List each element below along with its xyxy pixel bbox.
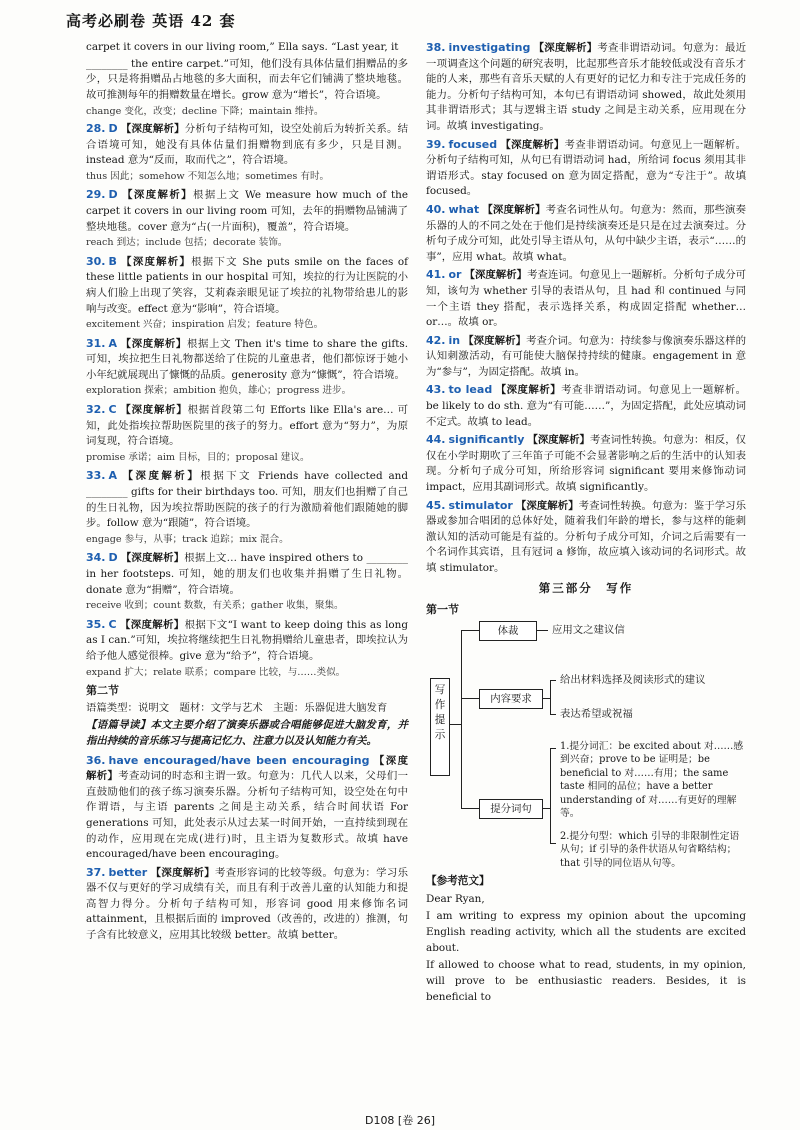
intro-line-2: ________ the entire carpet.”可知，他们没有具体估量们捐赠品的多少，只是将捐赠品占地毯的多大面积，而去年它们铺满了整块地毯。故可推测每年的捐赠数量在增长。grow 意为“增长”，符合语境。: [86, 57, 408, 101]
diagram-root: [430, 678, 450, 776]
item-answer: D: [108, 188, 118, 202]
item-number: 40.: [426, 202, 446, 216]
item-answer: focused: [448, 137, 498, 151]
item-number: 37.: [86, 865, 106, 879]
passage-meta: 语篇类型：说明文 题材：文学与艺术 主题：乐器促进大脑发育: [86, 701, 388, 714]
analysis-tag: 【深度解析】: [464, 269, 528, 282]
page-header: 高考必刷卷 英语 42 套: [66, 12, 236, 30]
analysis-text: 考查形容词的比较等级。句意为：学习乐器不仅与更好的学习成绩有关，而且有利于改善儿童的认知能力和提高智力得分。分析句子结构可知，形容词 good 用来修饰名词 attainment，且根据后面的 improved（改善的，改进的）推测，句子含有比较意义，应用其比较级 better。故填 better。: [86, 866, 409, 942]
analysis-tag: 【深度解析】: [533, 42, 598, 54]
item-answer: significantly: [448, 433, 525, 447]
item-number: 35.: [86, 617, 106, 631]
item-answer: stimulator: [448, 498, 513, 512]
analysis-tag: 【深度解析】: [120, 337, 187, 350]
vocab-note: expand 扩大；relate 联系；compare 比较，与……类似。: [86, 666, 346, 678]
answer-list-1: [86, 121, 408, 680]
genre-box: [479, 621, 537, 641]
writing-tips-diagram: [426, 620, 746, 870]
part-title: 第三部分 写作: [538, 580, 634, 595]
analysis-text: 根据下文“I want to keep doing this as long as I can.”可知，埃拉将继续把生日礼物捐赠给儿童患者，即埃拉认为给予他人感觉很棒。give 意为“给予”，符合语境。: [86, 618, 409, 662]
content-text-1: 给出材料选择及阅读形式的建议: [560, 673, 706, 686]
analysis-text: 根据下文 Friends have collected and ________ gifts for their birthdays too. 可知，朋友们也捐赠了自己的生日礼物，因为埃拉帮助医院的孩子的行为激励着他们跟随她的脚步。follow 意为“跟随”，符合语境。: [86, 470, 408, 530]
item-number: 41.: [426, 268, 446, 282]
answer-item: [86, 402, 408, 465]
analysis-text: 根据上文 We measure how much of the carpet it covers in our living room 可知，去年的捐赠物品铺满了整块地毯。cover 意为“占(一片面积)，覆盖”，符合语境。: [86, 189, 409, 233]
analysis-tag: 【深度解析】: [120, 122, 185, 135]
analysis-tag: 【深度解析】: [463, 334, 527, 347]
answer-item: [86, 254, 408, 333]
vocab-note: thus 因此；somehow 不知怎么地；sometimes 有时。: [86, 170, 330, 182]
item-answer: D: [108, 121, 118, 135]
answer-item: [86, 617, 408, 680]
analysis-text: 考查非谓语动词。句意为：最近一项调查这个问题的研究表明，比起那些音乐才能较低或没有音乐才能的人来，那些有音乐天赋的人有更好的记忆力和专注于完成任务的能力。分析句子结构可知，本句已有谓语动词 showed，故此处须用其非谓语形式；其与逻辑主语 study 之间是主动关系，应用现在分词。故填 investigating。: [426, 42, 747, 132]
item-answer: D: [108, 551, 118, 565]
answer-item: [86, 121, 408, 184]
vocab-note: engage 参与，从事；track 追踪；mix 混合。: [86, 533, 289, 545]
item-answer: in: [448, 333, 461, 347]
item-answer: A: [108, 469, 118, 483]
vocab-note: reach 到达；include 包括；decorate 装饰。: [86, 237, 288, 249]
analysis-tag: 【深度解析】: [119, 404, 188, 417]
vocab-note: excitement 兴奋；inspiration 启发；feature 特色。: [86, 319, 324, 331]
answer-item: [426, 498, 746, 577]
phrases-label: 提分词句: [490, 802, 532, 815]
content-box: [479, 689, 543, 709]
phrases-text-1: 1.提分词汇：be excited about 对……感到兴奋；prove to be 证明是；be beneficial to 对……有用；the same taste 相同的品位；have a better understanding of 对……有更好的理解等。: [560, 740, 744, 820]
item-number: 38.: [426, 41, 446, 54]
item-number: 32.: [86, 403, 106, 417]
intro-line-1: carpet it covers in our living room,” Ella says. “Last year, it: [86, 41, 399, 53]
analysis-text: 根据首段第二句 Efforts like Ella's are… 可知，此处指埃拉帮助医院里的孩子的努力。effort 意为“努力”，为原词复现，符合语境。: [86, 404, 409, 448]
analysis-text: 考查非谓语动词。句意见上一题解析。分析句子结构可知，从句已有谓语动词 had，所给词 focus 须用其非谓语形式。stay focused on 意为固定搭配，意为“专注于”。故填 focused。: [426, 138, 747, 198]
passage-guide: 【语篇导读】本文主要介绍了演奏乐器或合唱能够促进大脑发育，并指出持续的音乐练习与提高记忆力、注意力以及认知能力有关。: [86, 719, 408, 747]
item-answer: B: [108, 254, 117, 268]
analysis-tag: 【深度解析】: [500, 138, 565, 151]
analysis-tag: 【深度解析】: [86, 754, 409, 783]
analysis-tag: 【深度解析】: [120, 552, 185, 565]
item-answer: to lead: [448, 383, 493, 397]
item-number: 31.: [86, 336, 106, 350]
item-number: 33.: [86, 469, 106, 483]
item-number: 36.: [86, 753, 106, 767]
answer-item: [426, 40, 746, 135]
analysis-text: 考查介词。句意为：持续参与像演奏乐器这样的认知刺激活动，有可能使大脑保持持续的健康。engagement in 意为“参与”，为固定搭配。故填 in。: [426, 334, 746, 378]
item-number: 30.: [86, 254, 106, 268]
section-title: 第一节: [426, 603, 459, 617]
analysis-tag: 【深度解析】: [120, 189, 193, 202]
analysis-tag: 【深度解析】: [515, 499, 579, 512]
content-text-2: 表达希望或祝福: [560, 707, 633, 720]
analysis-text: 考查词性转换。句意为：鉴于学习乐器或参加合唱团的总体好处，随着我们年龄的增长，参与这样的能刺激认知的活动可能是有益的。分析句子成分可知，介词之后需要有一个名词作其宾语，且有冠词 a 修饰，故应填入该动词的名词形式。故填 stimulator。: [426, 499, 747, 574]
analysis-text: 考查名词性从句。句意为：然而，那些演奏乐器的人的不同之处在于他们是持续演奏还是只是在过去演奏过。分析句子成分可知，此处引导主语从句，从句中缺少主语，表示“……的事”，应用 what。故填 what。: [426, 203, 747, 263]
analysis-tag: 【深度解析】: [119, 618, 185, 631]
vocab-note: receive 收到；count 数数，有关系；gather 收集，聚集。: [86, 600, 344, 612]
item-number: 39.: [426, 137, 446, 151]
item-answer: C: [108, 403, 117, 417]
analysis-tag: 【深度解析】: [150, 866, 216, 879]
vocab-note: exploration 探索；ambition 抱负，雄心；progress 进步。: [86, 385, 352, 397]
intro-note: change 变化，改变；decline 下降；maintain 维持。: [86, 106, 324, 118]
letter-paragraph-1: I am writing to express my opinion about the upcoming English reading activity, which all the students are excited about.: [426, 910, 746, 955]
right-column: [426, 40, 746, 1006]
vocab-note: promise 承诺；aim 目标，目的；proposal 建议。: [86, 451, 310, 463]
answer-item: [86, 468, 408, 547]
analysis-tag: 【深度解析】: [482, 203, 546, 216]
analysis-text: 考查动词的时态和主谓一致。句意为：几代人以来，父母们一直鼓励他们的孩子练习演奏乐器。分析句子结构可知，设空处在句中作谓语，与主语 parents 之间是主动关系，结合时间状语 For generations 可知，此处表示从过去某一时间开始，一直持续到现在的动作，应用现在完成(进行)时，且主语为复数形式。故填 have encouraged/have been encouraging。: [86, 770, 409, 861]
answer-item: [86, 187, 408, 250]
left-column: [86, 40, 408, 946]
answer-item: [426, 333, 746, 381]
answer-item: [426, 382, 746, 430]
item-answer: A: [108, 336, 118, 350]
genre-label: 体裁: [497, 624, 519, 637]
analysis-text: 考查词性转换。句意为：相反，仅仅在小学时期吹了三年笛子可能不会显著影响之后的生活中的认知表现。分析句子成分可知，所给形容词 significant 要用来修饰动词 impact，应用其副词形式。故填 significantly。: [426, 434, 746, 494]
analysis-text: 分析句子结构可知，设空处前后为转折关系。结合语境可知，她没有具体估量们捐赠物到底有多少，只是目测。instead 意为“反而，取而代之”，符合语境。: [86, 122, 408, 167]
item-answer: what: [448, 202, 480, 216]
letter-greeting: Dear Ryan,: [426, 893, 485, 906]
item-answer: investigating: [448, 41, 531, 54]
answer-item: [86, 336, 408, 399]
genre-text: 应用文之建议信: [552, 623, 625, 636]
item-number: 44.: [426, 433, 446, 447]
analysis-text: 根据下文 She puts smile on the faces of these little patients in our hospital 可知，埃拉的行为让医院的小病人们脸上出现了笑容，艾莉森亲眼见证了埃拉的礼物带给患儿的影响与改变。effect 意为“影响”，符合语境。: [86, 255, 409, 315]
item-answer: C: [108, 617, 117, 631]
answer-item: [86, 753, 408, 863]
item-answer: or: [448, 268, 462, 282]
answer-item: [426, 432, 746, 495]
answer-item: [426, 137, 746, 200]
answer-item: [426, 202, 746, 265]
reference-title: 【参考范文】: [426, 874, 490, 887]
item-number: 29.: [86, 188, 106, 202]
answer-item: [86, 865, 408, 944]
phrases-text-2: 2.提分句型：which 引导的非限制性定语从句；if 引导的条件状语从句省略结构；that 引导的同位语从句等。: [560, 830, 740, 869]
answer-item: [426, 267, 746, 330]
analysis-tag: 【深度解析】: [527, 434, 590, 447]
answer-item: [86, 550, 408, 613]
analysis-tag: 【深度解析】: [119, 255, 192, 268]
page-footer: D108 [卷 26]: [364, 1114, 436, 1127]
item-number: 42.: [426, 333, 446, 347]
item-answer: better: [108, 865, 148, 879]
item-number: 28.: [86, 121, 106, 135]
section-title: 第二节: [86, 684, 119, 698]
diagram-root-label: 写作提示: [434, 683, 446, 741]
item-number: 34.: [86, 551, 106, 565]
content-label: 内容要求: [490, 692, 532, 705]
item-number: 43.: [426, 383, 446, 397]
letter-paragraph-2: If allowed to choose what to read, students, in my opinion, will prove to be enthusiastic readers. Besides, it is beneficial to: [426, 959, 746, 1004]
item-answer: have encouraged/have been encouraging: [108, 753, 370, 767]
analysis-text: 考查连词。句意见上一题解析。分析句子成分可知，该句为 whether 引导的表语从句，且 had 和 continued 与同一个主语 they 搭配，表示选择关系，构成固定搭配 whether… or…。故填 or。: [426, 269, 747, 329]
analysis-tag: 【深度解析】: [120, 470, 201, 483]
analysis-text: 根据上文… have inspired others to ________ in her footsteps. 可知，她的朋友们也收集并捐赠了生日礼物。donate 意为“捐赠”，符合语境。: [86, 552, 409, 596]
analysis-tag: 【深度解析】: [495, 384, 562, 397]
item-number: 45.: [426, 498, 446, 512]
analysis-text: 根据上文 Then it's time to share the gifts. 可知，埃拉把生日礼物都送给了住院的儿童患者，他们都惊讶于她小小年纪就展现出了慷慨的品质。generosity 意为“慷慨”，符合语境。: [86, 337, 408, 381]
phrases-box: [479, 799, 543, 819]
analysis-text: 考查非谓语动词。句意见上一题解析。be likely to do sth. 意为“有可能……”，为固定搭配，此处应填动词不定式。故填 to lead。: [426, 384, 746, 428]
